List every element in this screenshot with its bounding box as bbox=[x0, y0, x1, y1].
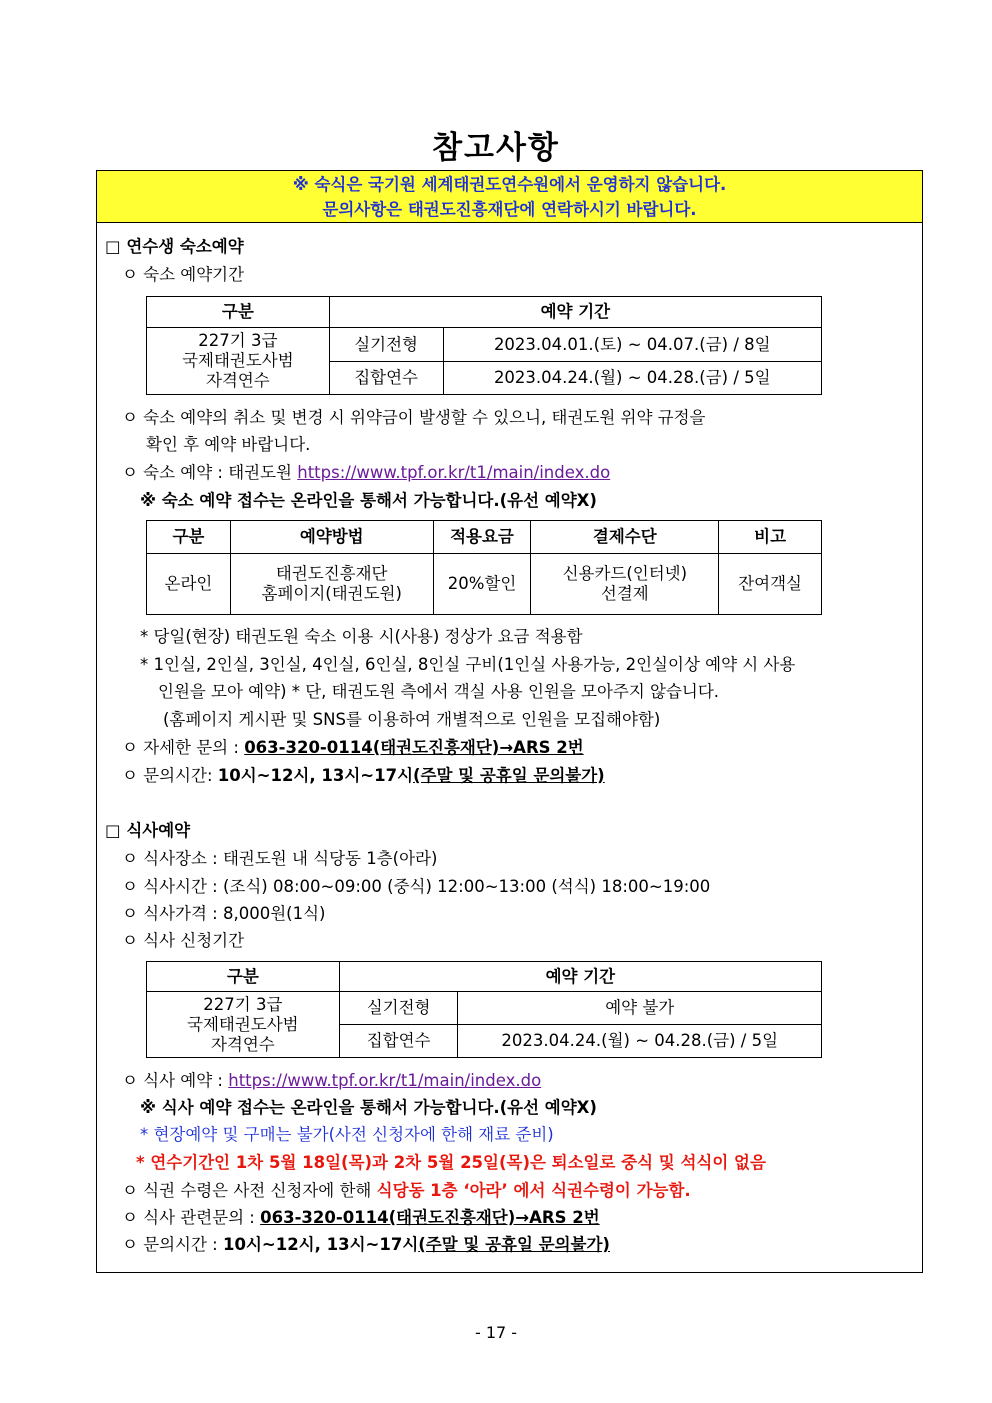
meal-reserve-line bbox=[122, 1070, 541, 1092]
lodging-note-2-line-3: (홈페이지 게시판 및 SNS를 이용하여 개별적으로 인원을 모집해야함) bbox=[163, 710, 661, 729]
pay-cell bbox=[531, 554, 719, 615]
lodging-reserve-link[interactable]: https://www.tpf.or.kr/t1/main/index.do bbox=[297, 463, 611, 482]
lodging-contact-prefix: ㅇ 자세한 문의 : bbox=[122, 738, 245, 757]
lodging-reserve-prefix: ㅇ 숙소 예약 : 태권도원 bbox=[122, 463, 298, 482]
table-header: 구분 bbox=[147, 297, 330, 328]
table-header: 구분 bbox=[147, 521, 231, 554]
meal-hours-note: (주말 및 공휴일 문의불가) bbox=[418, 1235, 610, 1254]
meal-reserve-prefix: ㅇ 식사 예약 : bbox=[122, 1071, 229, 1090]
lodging-contact-value: 063-320-0114(태권도진흥재단)→ARS 2번 bbox=[244, 738, 584, 757]
period-cell: 2023.04.24.(월) ~ 04.28.(금) / 5일 bbox=[458, 1025, 822, 1058]
table-header: 예약방법 bbox=[230, 521, 433, 554]
meal-reserve-link[interactable]: https://www.tpf.or.kr/t1/main/index.do bbox=[228, 1071, 542, 1090]
lodging-hours-prefix: ㅇ 문의시간: bbox=[122, 766, 218, 785]
meal-no-meal-note: * 연수기간인 1차 5월 18일(목)과 2차 5월 25일(목)은 퇴소일로 중식 및 석식이 없음 bbox=[136, 1153, 766, 1172]
page-number: - 17 - bbox=[474, 1323, 518, 1342]
meal-ticket-highlight: 식당동 1층 ‘아라’ 에서 식권수령이 가능함. bbox=[376, 1181, 691, 1200]
lodging-period-label: ㅇ 숙소 예약기간 bbox=[122, 265, 245, 284]
lodging-method-table bbox=[146, 520, 822, 615]
type-cell: 집합연수 bbox=[339, 1025, 458, 1058]
rate-cell: 20%할인 bbox=[433, 554, 531, 615]
lodging-note-2-line-1: * 1인실, 2인실, 3인실, 4인실, 6인실, 8인실 구비(1인실 사용가능, 2인실이상 예약 시 사용 bbox=[140, 655, 796, 674]
note-cell: 잔여객실 bbox=[719, 554, 822, 615]
lodging-online-only: ※ 숙소 예약 접수는 온라인을 통해서 가능합니다.(유선 예약X) bbox=[140, 491, 597, 510]
lodging-hours-line bbox=[122, 765, 605, 787]
meal-contact-line bbox=[122, 1207, 600, 1229]
type-cell: 실기전형 bbox=[329, 328, 443, 362]
meal-ticket-line bbox=[122, 1180, 691, 1202]
group-line: 자격연수 bbox=[205, 371, 270, 390]
meal-hours-prefix: ㅇ 문의시간 : bbox=[122, 1235, 223, 1254]
pay-line: 선결제 bbox=[600, 584, 649, 603]
group-line: 자격연수 bbox=[210, 1034, 275, 1054]
table-header: 비고 bbox=[719, 521, 822, 554]
group-line: 국제태권도사범 bbox=[182, 351, 294, 370]
meal-period-table bbox=[146, 961, 822, 1058]
meal-online-only: ※ 식사 예약 접수는 온라인을 통해서 가능합니다.(유선 예약X) bbox=[140, 1098, 597, 1117]
period-cell: 2023.04.01.(토) ~ 04.07.(금) / 8일 bbox=[443, 328, 821, 362]
lodging-hours-value: 10시~12시, 13시~17시 bbox=[217, 766, 414, 785]
table-header: 예약 기간 bbox=[329, 297, 821, 328]
type-cell: 집합연수 bbox=[329, 362, 443, 395]
table-header: 구분 bbox=[147, 962, 340, 992]
meal-ticket-prefix: ㅇ 식권 수령은 사전 신청자에 한해 bbox=[122, 1181, 377, 1200]
notice-banner bbox=[97, 171, 922, 223]
table-header: 예약 기간 bbox=[339, 962, 821, 992]
meal-hours-line bbox=[122, 1234, 610, 1256]
pay-line: 신용카드(인터넷) bbox=[562, 564, 688, 583]
period-cell: 2023.04.24.(월) ~ 04.28.(금) / 5일 bbox=[443, 362, 821, 395]
method-line: 태권도진흥재단 bbox=[275, 564, 388, 583]
group-cell bbox=[147, 992, 340, 1058]
method-line: 홈페이지(태권도원) bbox=[261, 584, 402, 603]
lodging-heading: □ 연수생 숙소예약 bbox=[105, 237, 244, 256]
lodging-hours-note: (주말 및 공휴일 문의불가) bbox=[413, 766, 605, 785]
meal-heading: □ 식사예약 bbox=[105, 821, 191, 840]
type-cell: 온라인 bbox=[147, 554, 231, 615]
group-line: 227기 3급 bbox=[203, 994, 283, 1014]
meal-onsite-note: * 현장예약 및 구매는 불가(사전 신청자에 한해 재료 준비) bbox=[140, 1125, 554, 1144]
lodging-reserve-line bbox=[122, 462, 610, 484]
meal-time: ㅇ 식사시간 : (조식) 08:00~09:00 (중식) 12:00~13:00 (석식) 18:00~19:00 bbox=[122, 877, 711, 896]
lodging-period-table bbox=[146, 296, 822, 395]
type-cell: 실기전형 bbox=[339, 992, 458, 1025]
lodging-contact-line bbox=[122, 737, 584, 759]
meal-contact-value: 063-320-0114(태권도진흥재단)→ARS 2번 bbox=[260, 1208, 600, 1227]
cancel-note-line-2: 확인 후 예약 바랍니다. bbox=[146, 435, 311, 454]
meal-contact-prefix: ㅇ 식사 관련문의 : bbox=[122, 1208, 261, 1227]
meal-price: ㅇ 식사가격 : 8,000원(1식) bbox=[122, 904, 326, 923]
lodging-note-2-line-2: 인원을 모아 예약) * 단, 태권도원 측에서 객실 사용 인원을 모아주지 않습니다. bbox=[158, 682, 720, 701]
page-title: 참고사항 bbox=[432, 130, 560, 166]
group-line: 227기 3급 bbox=[198, 331, 278, 350]
table-header: 결제수단 bbox=[531, 521, 719, 554]
group-cell bbox=[147, 328, 330, 395]
method-cell bbox=[230, 554, 433, 615]
lodging-note-1: * 당일(현장) 태권도원 숙소 이용 시(사용) 정상가 요금 적용함 bbox=[140, 627, 583, 646]
period-cell: 예약 불가 bbox=[458, 992, 822, 1025]
notice-line-1: ※ 숙식은 국기원 세계태권도연수원에서 운영하지 않습니다. bbox=[292, 175, 727, 194]
table-header: 적용요금 bbox=[433, 521, 531, 554]
meal-hours-value: 10시~12시, 13시~17시 bbox=[223, 1235, 419, 1254]
meal-period-label: ㅇ 식사 신청기간 bbox=[122, 931, 245, 950]
notice-line-2: 문의사항은 태권도진흥재단에 연락하시기 바랍니다. bbox=[322, 200, 697, 219]
cancel-note-line-1: ㅇ 숙소 예약의 취소 및 변경 시 위약금이 발생할 수 있으니, 태권도원 위약 규정을 bbox=[122, 408, 706, 427]
meal-place: ㅇ 식사장소 : 태권도원 내 식당동 1층(아라) bbox=[122, 849, 438, 868]
group-line: 국제태권도사범 bbox=[187, 1014, 299, 1034]
